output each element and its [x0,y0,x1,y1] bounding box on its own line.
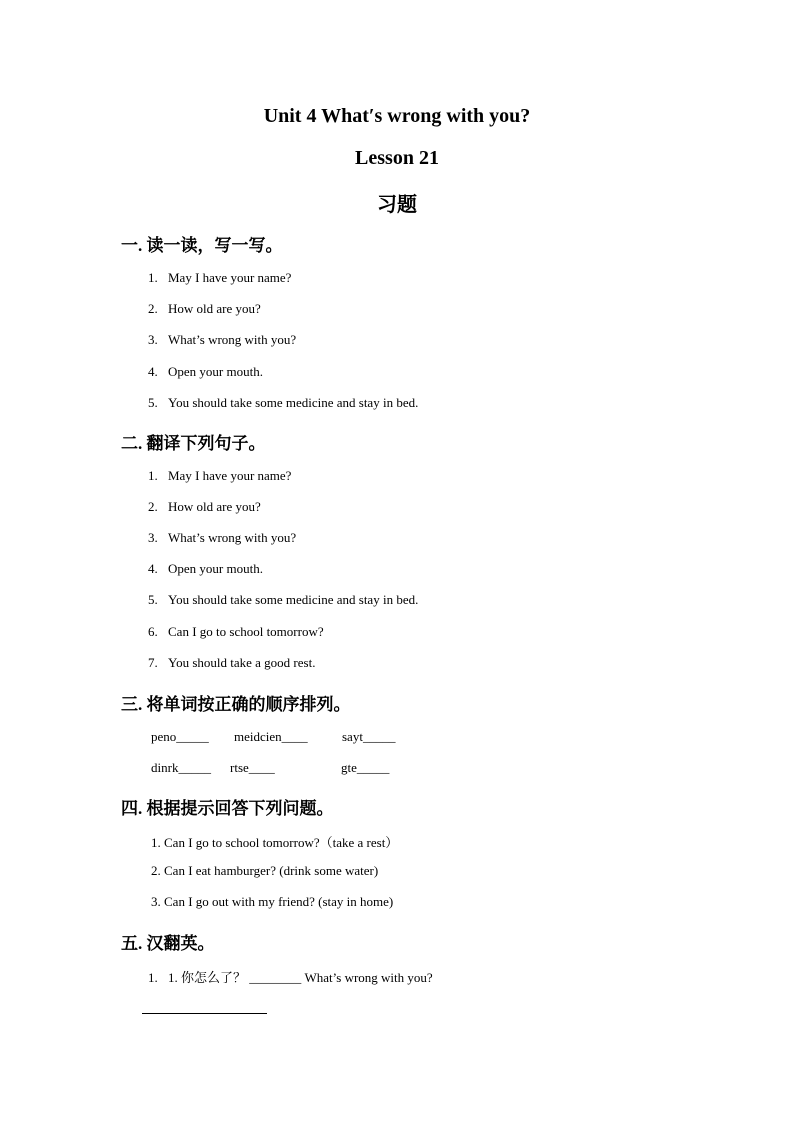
list-item [148,592,418,608]
item-text: Can I go to school tomorrow? [168,624,324,639]
item-text: You should take some medicine and stay in bed. [168,592,419,607]
item-text: What’s wrong with you? [168,332,297,347]
item-number: 3. [148,530,158,545]
exercise-subtitle: 习题 [377,194,417,216]
item-text: What’s wrong with you? [168,530,297,545]
item-number: 2. [148,499,158,514]
list-item [148,364,263,380]
item-number: 1. [148,270,158,285]
section5-heading: 五. 汉翻英。 [121,934,215,953]
item-number: 1. [148,970,158,985]
item-text: Open your mouth. [168,561,263,576]
scrambled-word: sayt_____ [342,729,396,744]
lesson-title: Lesson 21 [355,147,439,169]
section4-heading: 四. 根据提示回答下列问题。 [121,799,334,818]
list-item [148,301,261,317]
item-text: 1. 你怎么了？ ________ What’s wrong with you? [168,970,433,985]
unit-title: Unit 4 What′s wrong with you? [263,105,531,127]
list-item [148,530,296,546]
scrambled-word: meidcien____ [234,729,308,744]
list-item [148,395,418,411]
list-item [148,561,263,577]
section2-heading: 二. 翻译下列句子。 [121,434,266,453]
list-item [148,270,291,286]
item-text: You should take some medicine and stay in bed. [168,395,419,410]
list-item: 2. Can I eat hamburger? (drink some water) [151,863,379,878]
answer-line [142,1013,267,1014]
section3-heading: 三. 将单词按正确的顺序排列。 [121,695,351,714]
item-number: 4. [148,561,158,576]
list-item [148,468,291,484]
item-text: How old are you? [168,499,261,514]
item-number: 5. [148,395,158,410]
list-item [148,655,315,671]
scrambled-word: peno_____ [151,729,209,744]
item-text: May I have your name? [168,270,292,285]
item-text: May I have your name? [168,468,292,483]
item-text: You should take a good rest. [168,655,316,670]
list-item: 3. Can I go out with my friend? (stay in home) [151,894,394,909]
item-text: Open your mouth. [168,364,263,379]
item-number: 6. [148,624,158,639]
item-number: 4. [148,364,158,379]
section1-heading: 一. 读一读，写一写。 [121,236,283,255]
scrambled-word: gte_____ [341,760,390,775]
item-number: 3. [148,332,158,347]
item-number: 5. [148,592,158,607]
item-number: 2. [148,301,158,316]
list-item [148,624,324,640]
scrambled-word: dinrk_____ [151,760,211,775]
item-number: 7. [148,655,158,670]
list-item [148,332,296,348]
list-item [148,499,261,515]
scrambled-word: rtse____ [230,760,275,775]
item-number: 1. [148,468,158,483]
list-item [148,967,433,986]
list-item: 1. Can I go to school tomorrow?（take a rest） [151,835,399,850]
item-text: How old are you? [168,301,261,316]
